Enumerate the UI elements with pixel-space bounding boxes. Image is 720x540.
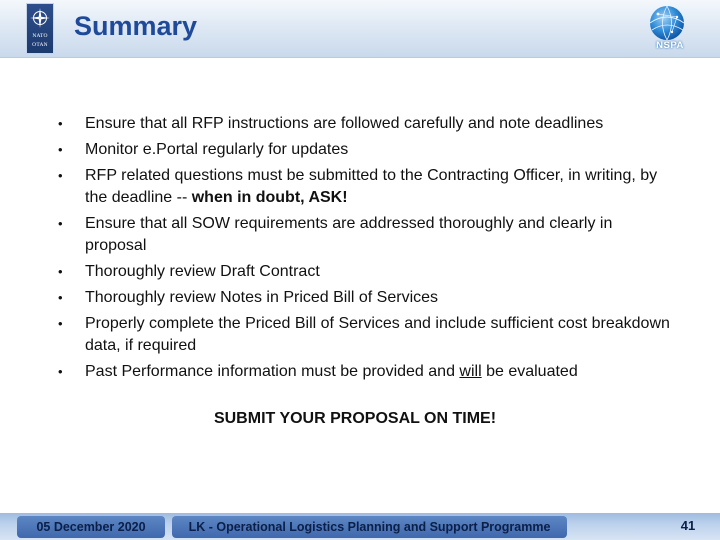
page-title: Summary <box>74 11 198 41</box>
bullet-text-end: be evaluated <box>481 363 578 380</box>
summary-bullet-list <box>58 113 678 387</box>
bullet-item <box>58 261 678 283</box>
bullet-item <box>58 139 678 161</box>
bullet-item <box>58 361 678 383</box>
bullet-dot: • <box>58 316 63 331</box>
bullet-text: RFP related questions must be submitted to the Contracting Officer, in writing, by the deadline -- <box>85 167 658 206</box>
bullet-text: Monitor e.Portal regularly for updates <box>85 141 349 158</box>
bullet-text: Thoroughly review Notes in Priced Bill of Services <box>85 289 439 306</box>
bullet-emphasis: when in doubt, ASK! <box>191 189 348 206</box>
bullet-dot: • <box>58 142 63 157</box>
header-bar <box>0 0 720 58</box>
bullet-item <box>58 213 678 257</box>
bullet-dot: • <box>58 168 63 183</box>
bullet-item <box>58 287 678 309</box>
nato-label: NATO <box>32 33 48 39</box>
bullet-dot: • <box>58 216 63 231</box>
nato-logo <box>26 3 54 54</box>
footer-date: 05 December 2020 <box>17 516 165 538</box>
bullet-text: Ensure that all SOW requirements are addressed thoroughly and clearly in proposal <box>85 215 613 254</box>
bullet-dot: • <box>58 364 63 379</box>
bullet-dot: • <box>58 116 63 131</box>
nspa-wordmark: NSPA <box>656 40 684 51</box>
bullet-text: Past Performance information must be provided and <box>85 363 460 380</box>
submit-reminder: SUBMIT YOUR PROPOSAL ON TIME! <box>213 410 497 427</box>
bullet-underline: will <box>459 363 482 380</box>
bullet-dot: • <box>58 290 63 305</box>
footer-programme-title: LK - Operational Logistics Planning and Support Programme <box>172 516 567 538</box>
bullet-item <box>58 165 678 209</box>
bullet-text: Properly complete the Priced Bill of Services and include sufficient cost breakdown data, if required <box>85 315 670 354</box>
nspa-logo <box>644 3 692 53</box>
page-number: 41 <box>680 518 696 533</box>
nato-compass-rose-icon <box>30 8 50 28</box>
bullet-item <box>58 313 678 357</box>
bullet-dot: • <box>58 264 63 279</box>
bullet-text: Thoroughly review Draft Contract <box>85 263 320 280</box>
bullet-item <box>58 113 678 135</box>
bullet-text: Ensure that all RFP instructions are followed carefully and note deadlines <box>85 115 604 132</box>
otan-label: OTAN <box>32 42 48 48</box>
